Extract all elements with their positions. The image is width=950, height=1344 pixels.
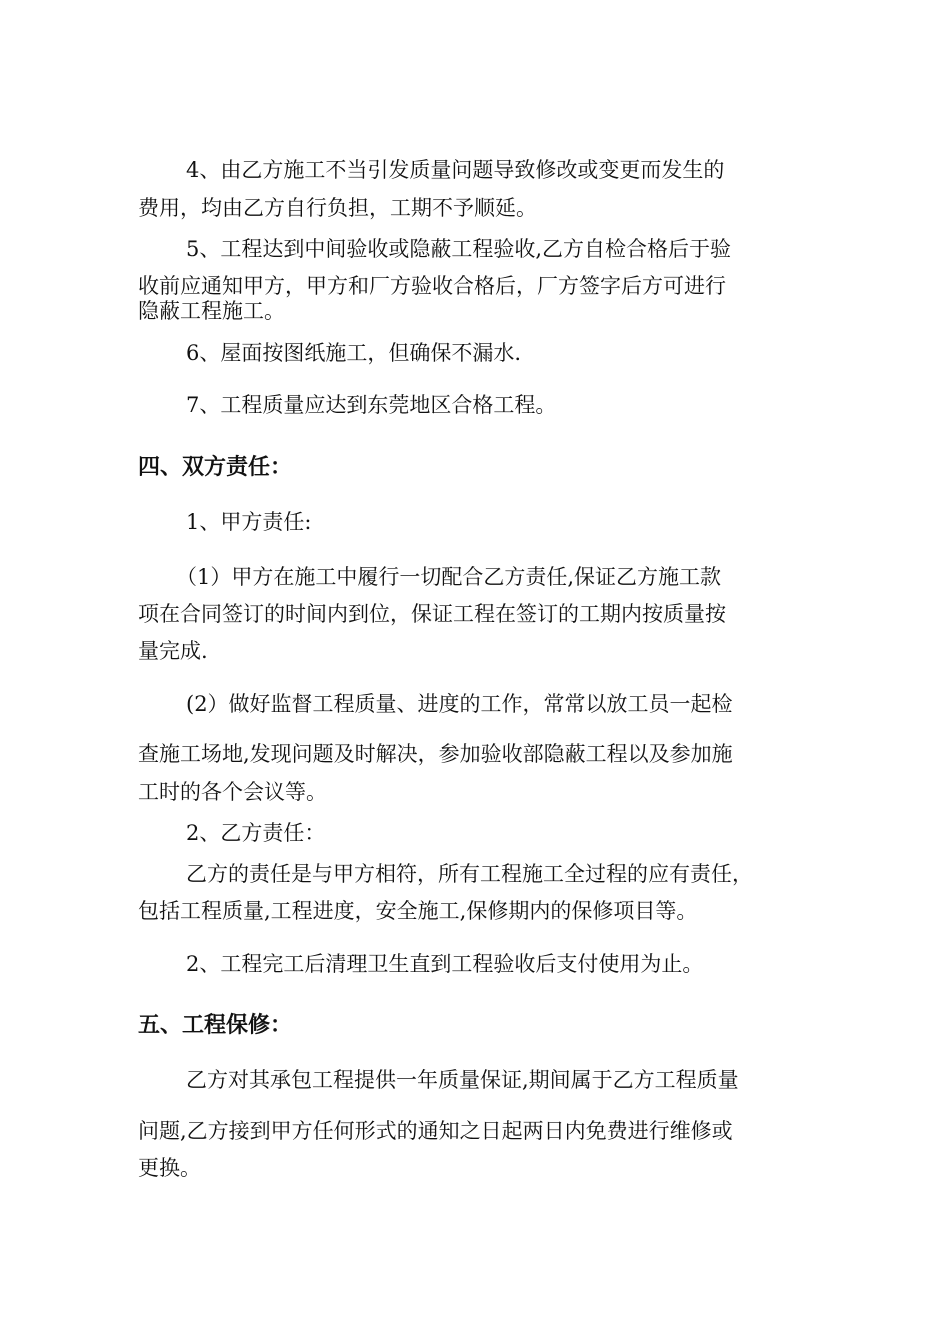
party-a-2-line-1: (2）做好监督工程质量、进度的工作，常常以放工员一起检 [186,692,733,716]
party-b-body-line-2: 包括工程质量,工程进度，安全施工,保修期内的保修项目等。 [138,899,698,923]
party-a-1-line-3: 量完成. [138,639,208,663]
clause-5-line-3: 隐蔽工程施工。 [138,299,285,323]
clause-6: 6、屋面按图纸施工，但确保不漏水. [186,341,522,365]
warranty-line-2: 问题,乙方接到甲方任何形式的通知之日起两日内免费进行维修或 [138,1119,733,1143]
party-a-title: 1、甲方责任: [186,510,312,534]
section-5-heading: 五、工程保修： [138,1013,293,1038]
party-b-body-line-1: 乙方的责任是与甲方相符，所有工程施工全过程的应有责任， [186,862,753,886]
clause-4-line-2: 费用，均由乙方自行负担，工期不予顺延。 [138,196,537,220]
clause-2-cleanup: 2、工程完工后清理卫生直到工程验收后支付使用为止。 [186,952,704,976]
party-a-1-line-1: （1）甲方在施工中履行一切配合乙方责任,保证乙方施工款 [176,565,722,589]
clause-7: 7、工程质量应达到东莞地区合格工程。 [186,393,557,417]
clause-4-line-1: 4、由乙方施工不当引发质量问题导致修改或变更而发生的 [186,158,725,182]
party-b-title: 2、乙方责任： [186,821,326,845]
clause-5-line-1: 5、工程达到中间验收或隐蔽工程验收,乙方自检合格后于验 [186,237,732,261]
party-a-2-line-3: 工时的各个会议等。 [138,780,327,804]
party-a-2-line-2: 查施工场地,发现问题及时解决，参加验收部隐蔽工程以及参加施 [138,742,733,766]
warranty-line-3: 更换。 [138,1156,201,1180]
section-4-heading: 四、双方责任： [138,455,293,480]
clause-5-line-2: 收前应通知甲方，甲方和厂方验收合格后，厂方签字后方可进行 [138,274,726,298]
party-a-1-line-2: 项在合同签订的时间内到位，保证工程在签订的工期内按质量按 [138,602,726,626]
warranty-line-1: 乙方对其承包工程提供一年质量保证,期间属于乙方工程质量 [186,1068,739,1092]
